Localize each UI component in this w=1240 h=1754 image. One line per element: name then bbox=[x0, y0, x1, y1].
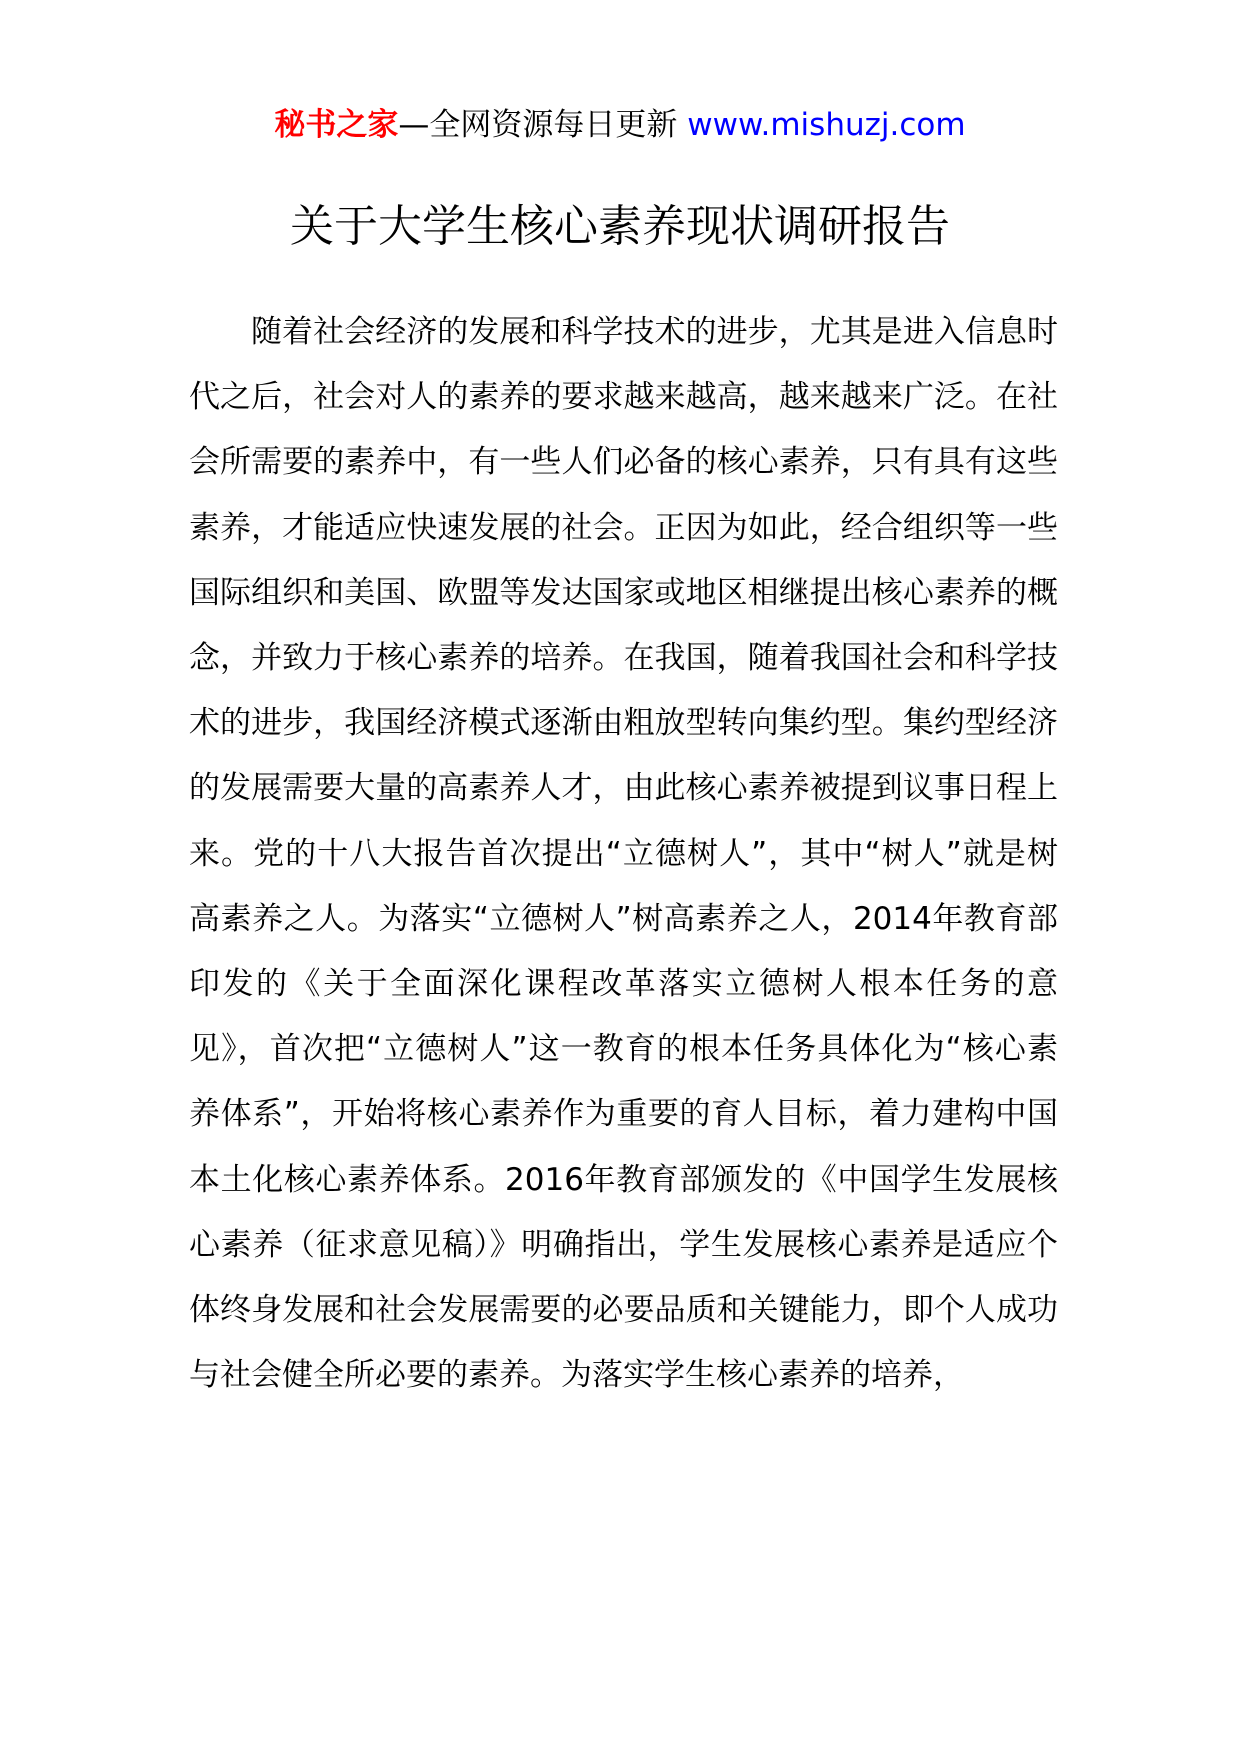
header-tagline: —全网资源每日更新 bbox=[398, 107, 678, 143]
document-title: 关于大学生核心素养现状调研报告 bbox=[290, 201, 950, 252]
body-paragraph: 随着社会经济的发展和科学技术的进步，尤其是进入信息时代之后，社会对人的素养的要求越来越高，越来越来广泛。在社会所需要的素养中，有一些人们必备的核心素养，只有具有这些素养，才能适应快速发展的社会。正因为如此，经合组织等一些国际组织和美国、欧盟等发达国家或地区相继提出核心素养的概念，并致力于核心素养的培养。在我国，随着我国社会和科学技术的进步，我国经济模式逐渐由粗放型转向集约型。集约型经济的发展需要大量的高素养人才，由此核心素养被提到议事日程上来。党的十八大报告首次提出“立德树人”，其中“树人”就是树高素养之人。为落实“立德树人”树高素养之人，2014年教育部印发的《关于全面深化课程改革落实立德树人根本任务的意见》，首次把“立德树人”这一教育的根本任务具体化为“核心素养体系”，开始将核心素养作为重要的育人目标，着力建构中国本土化核心素养体系。2016年教育部颁发的《中国学生发展核心素养（征求意见稿）》明确指出，学生发展核心素养是适应个体终身发展和社会发展需要的必要品质和关键能力，即个人成功与社会健全所必要的素养。为落实学生核心素养的培养， bbox=[189, 314, 1058, 1394]
page-header bbox=[0, 100, 1240, 150]
brand-name: 秘书之家 bbox=[274, 107, 399, 143]
site-url-link[interactable]: www.mishuzj.com bbox=[687, 107, 966, 143]
